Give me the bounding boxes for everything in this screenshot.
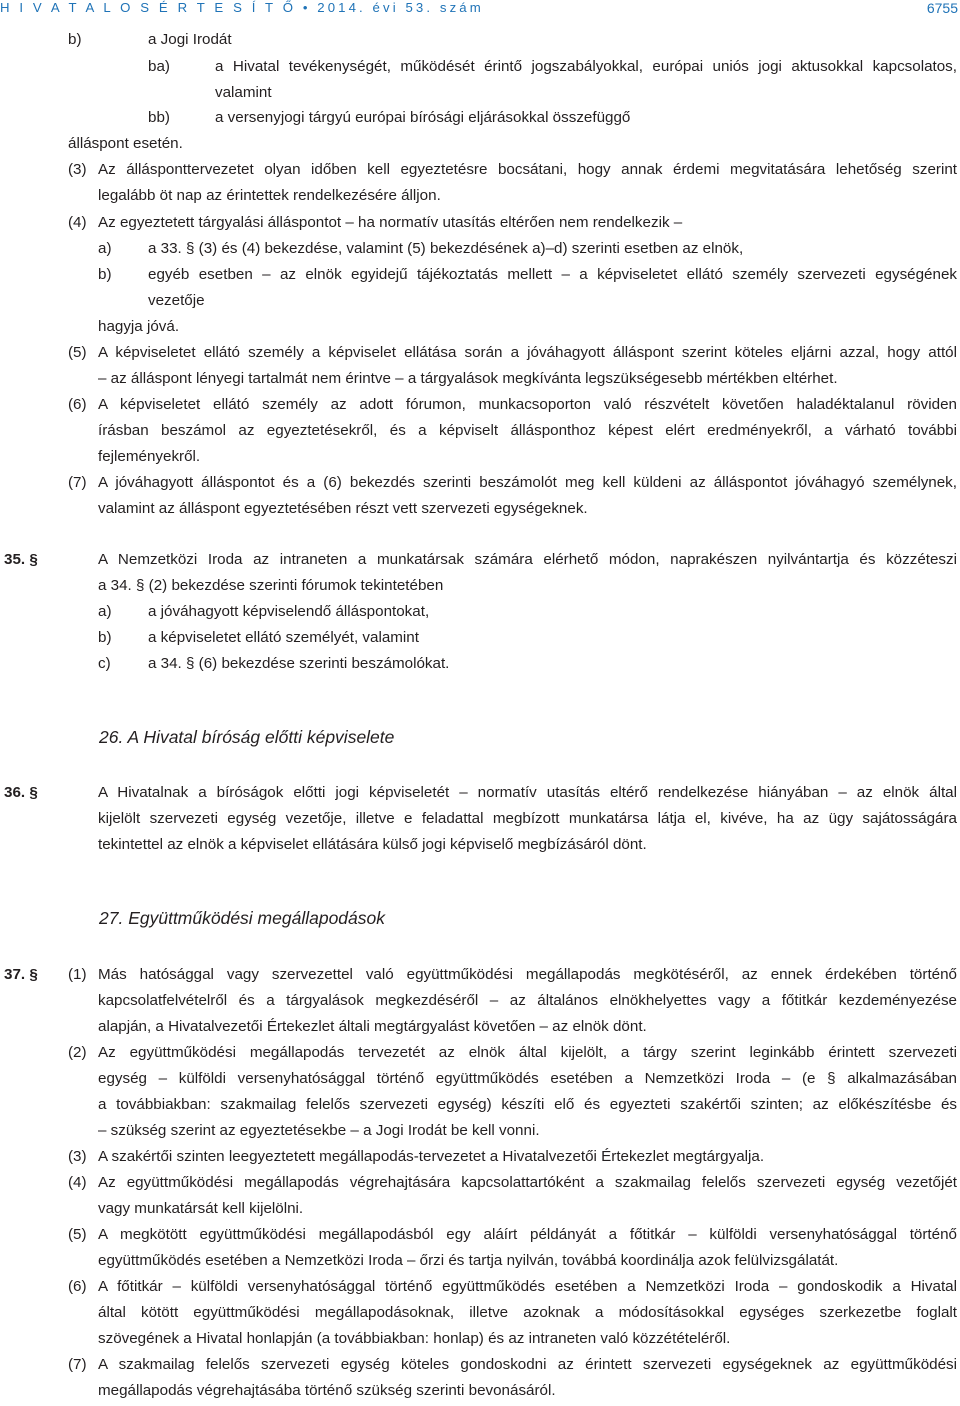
text-line: alapján, a Hivatalvezetői Értekezlet általi megtárgyalást követően – az elnök dönt.: [98, 1018, 647, 1035]
text-line: bb): [148, 109, 170, 126]
section-heading: 27. Együttműködési megállapodások: [99, 908, 386, 928]
text-line: Az állásponttervezetet olyan időben kell egyeztetésre bocsátani, hogy annak érdemi megvitatására lehetőség szerint: [98, 161, 957, 178]
text-line: A jóváhagyott álláspontot és a (6) bekezdés szerinti beszámolót meg kell küldeni az álláspontot jóváhagyó személynek,: [98, 474, 957, 491]
text-line: vagy munkatársát kell kijelölni.: [98, 1200, 304, 1217]
text-line: A képviseletet ellátó személy a képviselet ellátása során a jóváhagyott álláspont szerint köteles eljárni azzal, hogy attól: [98, 344, 957, 361]
text-line: együttműködés esetében a Nemzetközi Iroda – őrzi és tartja nyilván, továbbá koordinálja azok felülvizsgálatát.: [98, 1252, 839, 1269]
text-line: A Nemzetközi Iroda az intraneten a munkatársak számára elérhető módon, naprakészen nyilvántartja és közzéteszi: [98, 551, 957, 568]
text-line: (5): [68, 1226, 87, 1243]
text-line: hagyja jóvá.: [98, 318, 180, 335]
text-line: (4): [68, 1174, 87, 1191]
text-line: (7): [68, 474, 87, 491]
text-line: egyéb esetben – az elnök egyidejű tájékoztatás mellett – a képviseletet ellátó személy szervezeti egységének: [148, 266, 957, 283]
text-line: A képviseletet ellátó személy az adott fórumon, munkacsoporton való részvételt követően haladéktalanul röviden: [98, 396, 957, 413]
text-line: Más hatósággal vagy szervezettel való együttműködési megállapodás megkötéséről, az ennek érdekében történő: [98, 966, 957, 983]
text-line: szövegének a Hivatal honlapján (a továbbiakban: honlap) és az intraneten való közzétételéről.: [98, 1330, 731, 1347]
text-line: által kötött együttműködési megállapodásoknak, illetve azoknak a módosításokkal egységes szerkezetbe foglalt: [98, 1304, 957, 1321]
text-line: A főtitkár – külföldi versenyhatósággal történő együttműködés esetében a Nemzetközi Iroda – gondoskodik a Hivatal: [98, 1278, 957, 1295]
text-line: a továbbiakban: szakmailag felelős szervezeti egység) készíti elő és egyezteti szakértői szinten; az előkészítésbe és: [98, 1096, 957, 1113]
text-line: valamint: [215, 84, 272, 101]
text-line: a versenyjogi tárgyú európai bírósági eljárásokkal összefüggő: [215, 109, 631, 126]
publication-title: H I V A T A L O S É R T E S Í T Ő • 2014. évi 53. szám: [0, 0, 484, 15]
text-line: (7): [68, 1356, 87, 1373]
text-line: kapcsolatfelvételről és a tárgyalások megkezdéséről – az általános elnökhelyettes vagy a főtitkár kezdeményezése: [98, 992, 957, 1009]
text-line: a képviseletet ellátó személyét, valamint: [148, 629, 419, 646]
text-line: a 34. § (2) bekezdése szerinti fórumok tekintetében: [98, 577, 444, 594]
text-line: egység – külföldi versenyhatósággal történő együttműködés esetében a Nemzetközi Iroda – (e § alkalmazásában: [98, 1070, 957, 1087]
text-line: (3): [68, 161, 87, 178]
text-line: fejleményekről.: [98, 448, 201, 465]
text-line: Az egyeztetett tárgyalási álláspontot – ha normatív utasítás eltérően nem rendelkezik –: [98, 214, 683, 231]
text-line: a 34. § (6) bekezdése szerinti beszámolókat.: [148, 655, 450, 672]
text-line: – az álláspont lényegi tartalmát nem érintve – a tárgyalások megkívánta legszükségesebb mértékben eltérhet.: [98, 370, 838, 387]
text-line: vezetője: [148, 292, 205, 309]
text-line: A szakértői szinten leegyeztetett megállapodás-tervezetet a Hivatalvezetői Értekezlet megtárgyalja.: [98, 1148, 765, 1165]
text-line: (6): [68, 1278, 87, 1295]
text-line: (6): [68, 396, 87, 413]
text-line: kijelölt szervezeti egység vezetője, illetve e feladattal megbízott munkatársa látja el, kivéve, ha az ügy sajátosságára: [98, 810, 957, 827]
text-line: (3): [68, 1148, 87, 1165]
text-line: Az együttműködési megállapodás tervezetét az elnök által kijelölt, a tárgy szerint leginkább érintett szervezeti: [98, 1044, 957, 1061]
text-line: a jóváhagyott képviselendő álláspontokat,: [148, 603, 430, 620]
text-line: A megkötött együttműködési megállapodásból egy aláírt példányát a főtitkár – külföldi versenyhatósággal történő: [98, 1226, 957, 1243]
text-line: (1): [68, 966, 87, 983]
text-line: a): [98, 240, 112, 257]
text-line: (4): [68, 214, 87, 231]
section-number: 35. §: [4, 551, 38, 568]
text-line: a Hivatal tevékenységét, működését érintő jogszabályokkal, európai uniós jogi aktusokkal kapcsolatos,: [215, 58, 957, 75]
text-line: A Hivatalnak a bíróságok előtti jogi képviseletét – normatív utasítás eltérő rendelkezése hiányában – az elnök által: [98, 784, 957, 801]
text-line: b): [98, 629, 112, 646]
text-line: (2): [68, 1044, 87, 1061]
text-line: – szükség szerint az egyeztetésekbe – a Jogi Irodát be kell vonni.: [98, 1122, 540, 1139]
text-line: b): [98, 266, 112, 283]
text-line: álláspont esetén.: [68, 135, 183, 152]
text-line: Az együttműködési megállapodás végrehajtására kapcsolattartóként a szakmailag felelős szervezeti egység vezetőjét: [98, 1174, 957, 1191]
text-line: a 33. § (3) és (4) bekezdése, valamint (5) bekezdésének a)–d) szerinti esetben az elnök,: [148, 240, 744, 257]
text-line: megállapodás végrehajtásába történő szükség szerinti bevonásáról.: [98, 1382, 556, 1399]
text-line: b): [68, 31, 82, 48]
text-line: valamint az álláspont egyeztetésében részt vett szervezeti egységeknek.: [98, 500, 588, 517]
text-line: a): [98, 603, 112, 620]
page-header: [0, 0, 960, 22]
section-heading: 26. A Hivatal bíróság előtti képviselete: [99, 727, 395, 747]
section-number: 37. §: [4, 966, 38, 983]
text-line: ba): [148, 58, 170, 75]
section-number: 36. §: [4, 784, 38, 801]
text-line: c): [98, 655, 111, 672]
text-line: a Jogi Irodát: [148, 31, 232, 48]
text-line: írásban beszámol az egyeztetésekről, és a képviselt állásponthoz képest elért eredményekről, a várható további: [98, 422, 957, 439]
text-line: tekintettel az elnök a képviselet ellátására külső jogi képviselő megbízásáról dönt.: [98, 836, 647, 853]
text-line: legalább öt nap az érintettek rendelkezésére álljon.: [98, 187, 441, 204]
text-line: A szakmailag felelős szervezeti egység köteles gondoskodni az érintett szervezeti egységeknek az együttműködési: [98, 1356, 957, 1373]
page-number: 6755: [926, 0, 958, 16]
text-line: (5): [68, 344, 87, 361]
